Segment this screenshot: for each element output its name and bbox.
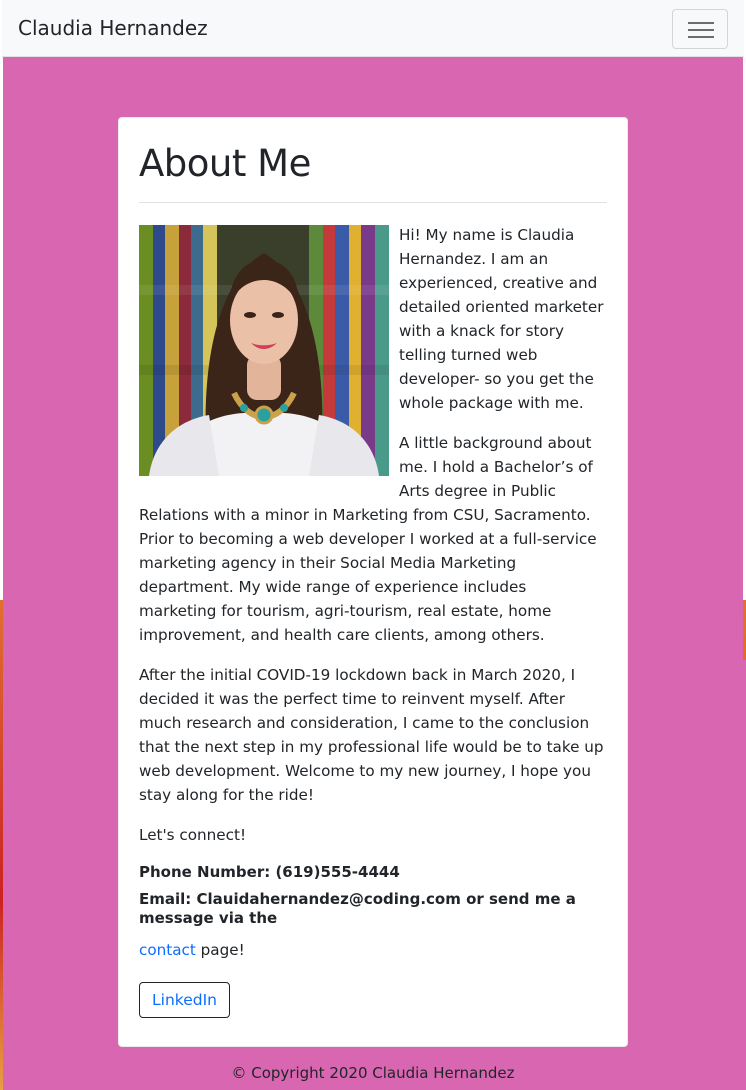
hamburger-menu-icon: [688, 29, 714, 31]
hamburger-menu-icon: [688, 36, 714, 38]
hamburger-menu-button[interactable]: [672, 9, 728, 49]
background-paragraph: A little background about me. I hold a Bachelor’s of Arts degree in Public Relations with a minor in Marketing from CSU, Sacramento. Prior to becoming a web developer I worked at a full-service marketing agency in their Social Media Marketing department. My wide range of experience includes marketing for tourism, agri-tourism, real estate, home improvement, and health care clients, among others.: [139, 434, 597, 644]
journey-paragraph: After the initial COVID-19 lockdown back in March 2020, I decided it was the perfect time to reinvent myself. After much research and consideration, I came to the conclusion that the next step in my professional life would be to take up web development. Welcome to my new journey, I hope you stay along for the ride!: [139, 666, 604, 804]
footer-copyright: © Copyright 2020 Claudia Hernandez: [231, 1064, 515, 1082]
profile-photo: [139, 225, 389, 476]
contact-link[interactable]: contact: [139, 941, 196, 959]
intro-paragraph: Hi! My name is Claudia Hernandez. I am an experienced, creative and detailed oriented marketer with a knack for story telling turned web developer- so you get the whole package with me.: [399, 226, 604, 412]
contact-suffix: page!: [195, 941, 245, 959]
connect-text: Let's connect!: [139, 826, 247, 844]
navbar-brand[interactable]: Claudia Hernandez: [18, 16, 208, 40]
phone-number: Phone Number: (619)555-4444: [139, 863, 400, 881]
contact-line: [139, 938, 607, 962]
page-title: About Me: [139, 140, 607, 203]
linkedin-button[interactable]: LinkedIn: [139, 982, 230, 1018]
hamburger-menu-icon: [688, 22, 714, 24]
navbar: [2, 0, 744, 57]
about-card: [118, 117, 628, 1047]
background-edge-left: [0, 0, 3, 1090]
email-text: Email: Clauidahernandez@coding.com or send me a message via the: [139, 890, 576, 927]
